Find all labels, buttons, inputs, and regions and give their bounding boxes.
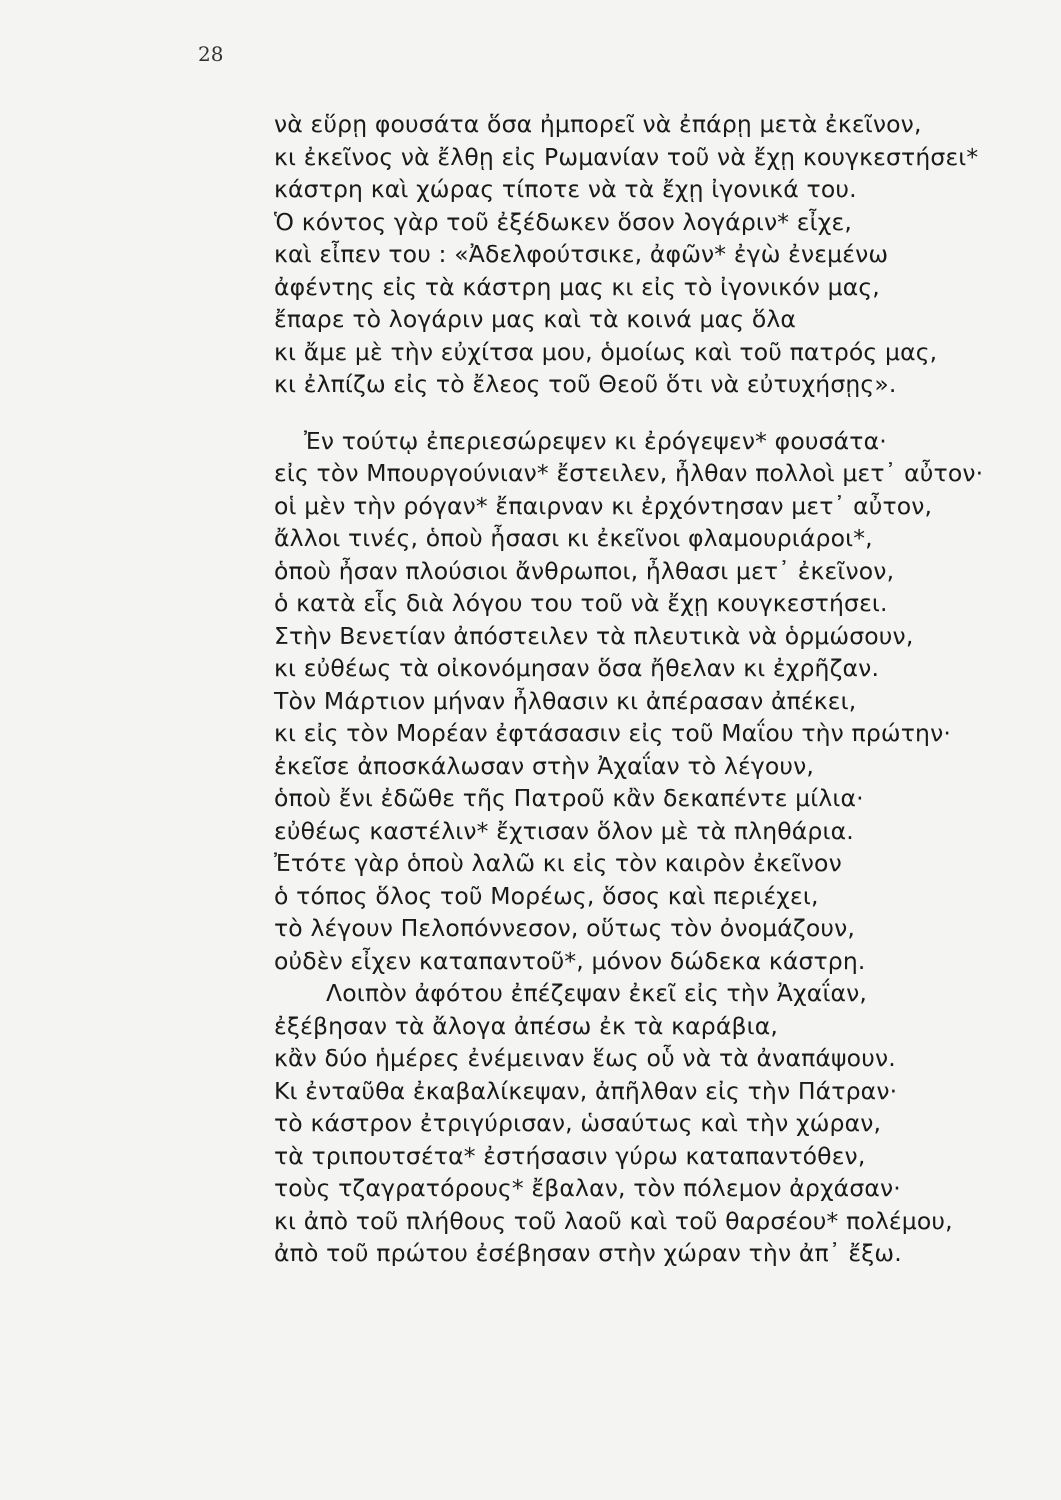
verse-line: καὶ εἶπεν του : «Ἀδελφούτσικε, ἀφῶν* ἐγὼ ἐνεμένω: [274, 240, 889, 268]
verse-line: κι ἀπὸ τοῦ πλήθους τοῦ λαοῦ καὶ τοῦ θαρσέου* πολέμου,: [274, 1206, 953, 1235]
verse-line: κι ἐκεῖνος νὰ ἔλθῃ εἰς Ρωμανίαν τοῦ νὰ ἔχῃ κουγκεστήσει*: [274, 142, 979, 171]
stanza-2: [274, 425, 1034, 1270]
verse-line: ἐκεῖσε ἀποσκάλωσαν στὴν Ἀχαΐαν τὸ λέγουν,: [274, 751, 815, 780]
verse-line: ὁποὺ ἔνι ἐδῶθε τῆς Πατροῦ κἂν δεκαπέντε μίλια·: [274, 784, 864, 812]
verse-line: τὸ κάστρον ἐτριγύρισαν, ὡσαύτως καὶ τὴν χώραν,: [274, 1109, 882, 1137]
verse-line: οἱ μὲν τὴν ρόγαν* ἔπαιρναν κι ἐρχόντησαν μετ᾽ αὖτον,: [274, 491, 933, 520]
verse-line: κι εἰς τὸν Μορέαν ἐφτάσασιν εἰς τοῦ Μαΐου τὴν πρώτην·: [274, 719, 951, 747]
verse-line: κι εὐθέως τὰ οἰκονόμησαν ὅσα ἤθελαν κι ἐχρῆζαν.: [274, 654, 880, 682]
verse-line: τὸ λέγουν Πελοπόννεσον, οὕτως τὸν ὀνομάζουν,: [274, 914, 856, 942]
verse-line: Στὴν Βενετίαν ἀπόστειλεν τὰ πλευτικὰ νὰ ὁρμώσουν,: [274, 621, 914, 650]
verse-line: ἀπὸ τοῦ πρώτου ἐσέβησαν στὴν χώραν τὴν ἀπ᾽ ἔξω.: [274, 1239, 902, 1267]
verse-line: Ἐτότε γὰρ ὁποὺ λαλῶ κι εἰς τὸν καιρὸν ἐκεῖνον: [274, 849, 842, 877]
verse-line: εἰς τὸν Μπουργούνιαν* ἔστειλεν, ἦλθαν πολλοὶ μετ᾽ αὖτον·: [274, 459, 984, 487]
verse-line: ὁ κατὰ εἷς διὰ λόγου του τοῦ νὰ ἔχῃ κουγκεστήσει.: [274, 589, 888, 617]
verse-line: Τὸν Μάρτιον μήναν ἦλθασιν κι ἀπέρασαν ἀπέκει,: [274, 686, 857, 715]
verse-line: κι ἄμε μὲ τὴν εὐχίτσα μου, ὁμοίως καὶ τοῦ πατρός μας,: [274, 337, 938, 366]
verse-line: Λοιπὸν ἀφότου ἐπέζεψαν ἐκεῖ εἰς τὴν Ἀχαΐαν,: [326, 979, 867, 1007]
verse-line: ἄλλοι τινές, ὁποὺ ἦσασι κι ἐκεῖνοι φλαμουριάροι*,: [274, 524, 873, 552]
verse-line: κι ἐλπίζω εἰς τὸ ἔλεος τοῦ Θεοῦ ὅτι νὰ εὐτυχήσῃς».: [274, 370, 897, 398]
page-number: 28: [198, 42, 224, 66]
verse-line: εὐθέως καστέλιν* ἔχτισαν ὅλον μὲ τὰ πληθάρια.: [274, 816, 854, 845]
verse-line: ἀφέντης εἰς τὰ κάστρη μας κι εἰς τὸ ἰγονικόν μας,: [274, 272, 880, 301]
stanza-1: [274, 108, 1034, 401]
verse-line: οὐδὲν εἶχεν καταπαντοῦ*, μόνον δώδεκα κάστρη.: [274, 946, 866, 975]
verse-line: ἔπαρε τὸ λογάριν μας καὶ τὰ κοινά μας ὅλα: [274, 305, 797, 333]
verse-line: κάστρη καὶ χώρας τίποτε νὰ τὰ ἔχῃ ἰγονικά του.: [274, 175, 857, 203]
verse-line: ὁ τόπος ὅλος τοῦ Μορέως, ὅσος καὶ περιέχει,: [274, 881, 819, 910]
verse-line: Ἐν τούτῳ ἐπεριεσώρεψεν κι ἐρόγεψεν* φουσάτα·: [304, 426, 887, 455]
verse-line: Ὁ κόντος γὰρ τοῦ ἐξέδωκεν ὅσον λογάριν* εἶχε,: [274, 207, 852, 236]
verse-line: ἐξέβησαν τὰ ἄλογα ἀπέσω ἐκ τὰ καράβια,: [274, 1011, 779, 1040]
verse-line: τὰ τριπουτσέτα* ἐστήσασιν γύρω καταπαντόθεν,: [274, 1141, 866, 1170]
verse-line: Κι ἐνταῦθα ἐκαβαλίκεψαν, ἀπῆλθαν εἰς τὴν Πάτραν·: [274, 1076, 898, 1105]
verse-line: τοὺς τζαγρατόρους* ἔβαλαν, τὸν πόλεμον ἀρχάσαν·: [274, 1174, 901, 1202]
verse-line: ὁποὺ ἦσαν πλούσιοι ἄνθρωποι, ἦλθασι μετ᾽ ἐκεῖνον,: [274, 556, 895, 585]
poem-text: [274, 108, 1034, 1270]
verse-line: νὰ εὕρῃ φουσάτα ὅσα ἠμπορεῖ νὰ ἐπάρῃ μετὰ ἐκεῖνον,: [274, 110, 922, 138]
verse-line: κἂν δύο ἡμέρες ἐνέμειναν ἕως οὗ νὰ τὰ ἀναπάψουν.: [274, 1044, 896, 1072]
